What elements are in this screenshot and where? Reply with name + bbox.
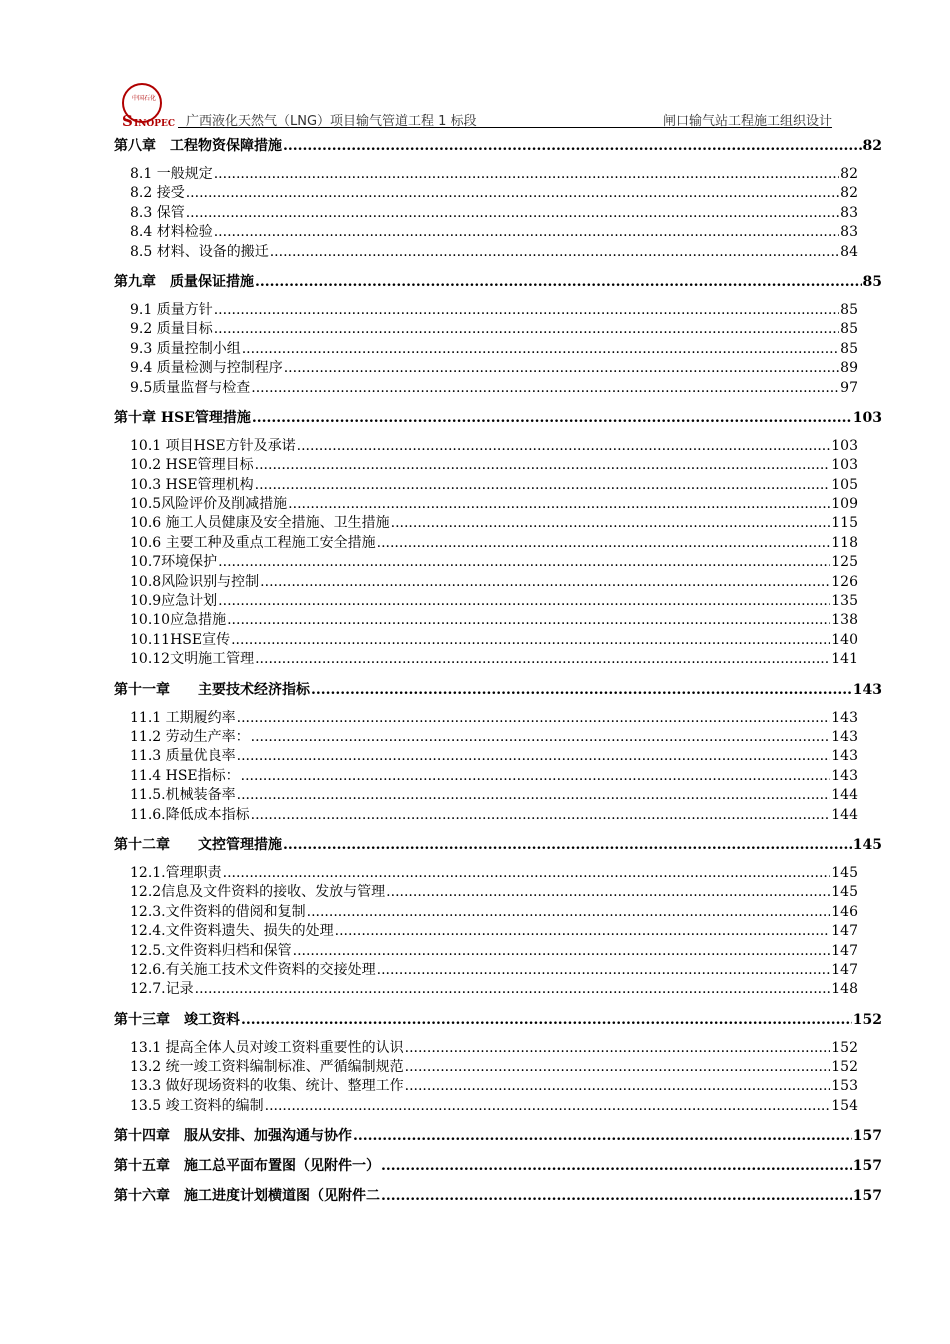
toc-page-number: 143 [831,748,858,765]
toc-chapter-title: 第十一章 主要技术经济指标 [114,681,310,698]
toc-page-number: 145 [852,836,882,853]
toc-leader-dots [255,272,862,292]
toc-page-number: 143 [852,681,882,698]
toc-page-number: 145 [831,884,858,901]
toc-section-title: 10.12文明施工管理 [130,651,255,668]
sinopec-logo [120,82,180,128]
toc-leader-dots [255,650,830,669]
toc-leader-dots [270,243,839,262]
toc-section-entry[interactable] [130,1039,858,1058]
toc-page-number: 97 [840,379,858,396]
toc-page-number: 85 [840,340,858,357]
toc-section-title: 9.1 质量方针 [130,301,213,318]
toc-page-number: 157 [852,1188,882,1205]
toc-leader-dots [288,495,830,514]
toc-leader-dots [195,980,831,999]
toc-page-number: 147 [831,923,858,940]
toc-section-entry[interactable] [130,301,858,320]
toc-leader-dots [405,1077,831,1096]
toc-leader-dots [214,165,839,184]
toc-leader-dots [223,864,831,883]
toc-section-title: 12.7.记录 [130,981,194,998]
toc-page-number: 143 [831,728,858,745]
toc-section-entry[interactable] [130,573,858,592]
header-rule [178,127,832,128]
toc-section-title: 12.4.文件资料遗失、损失的处理 [130,923,334,940]
toc-section-title: 10.6 主要工种及重点工程施工安全措施 [130,534,376,551]
toc-leader-dots [283,136,862,156]
toc-chapter-title: 第十四章 服从安排、加强沟通与协作 [114,1128,352,1145]
toc-leader-dots [307,903,831,922]
toc-page-number: 157 [852,1128,882,1145]
toc-chapter-entry[interactable] [114,272,882,292]
toc-section-title: 10.5风险评价及削减措施 [130,496,288,513]
toc-page-number: 109 [831,496,858,513]
toc-section-title: 8.4 材料检验 [130,224,213,241]
toc-leader-dots [391,514,831,533]
toc-section-entry[interactable] [130,942,858,961]
toc-leader-dots [386,883,830,902]
toc-page-number: 152 [831,1039,858,1056]
toc-leader-dots [214,223,839,242]
toc-section-title: 9.2 质量目标 [130,321,213,338]
toc-section-title: 10.8风险识别与控制 [130,573,260,590]
toc-page-number: 144 [831,787,858,804]
toc-leader-dots [377,534,831,553]
toc-section-entry[interactable] [130,631,858,650]
toc-page-number: 148 [831,981,858,998]
toc-section-entry[interactable] [130,340,858,359]
page-header [118,82,832,128]
toc-leader-dots [405,1058,831,1077]
toc-page-number: 105 [831,476,858,493]
toc-section-title: 12.6.有关施工技术文件资料的交接处理 [130,961,376,978]
toc-page-number: 147 [831,961,858,978]
toc-leader-dots [405,1039,831,1058]
toc-section-entry[interactable] [130,437,858,456]
toc-section-entry[interactable] [130,961,858,980]
toc-leader-dots [311,680,852,700]
toc-page-number: 144 [831,806,858,823]
toc-section-entry[interactable] [130,903,858,922]
toc-page-number: 143 [831,767,858,784]
toc-chapter-entry[interactable] [114,1126,882,1146]
toc-page-number: 152 [831,1059,858,1076]
toc-section-title: 9.4 质量检测与控制程序 [130,360,283,377]
toc-page-number: 140 [831,631,858,648]
toc-page-number: 85 [840,321,858,338]
toc-section-title: 9.5质量监督与检查 [130,379,251,396]
toc-chapter-entry[interactable] [114,408,882,428]
toc-page-number: 125 [831,554,858,571]
toc-leader-dots [241,1010,852,1030]
toc-leader-dots [214,320,839,339]
toc-page-number: 135 [831,593,858,610]
toc-section-title: 12.1.管理职责 [130,864,222,881]
toc-leader-dots [242,340,839,359]
svg-text:S: S [122,112,133,128]
header-document-title: 闸口输气站工程施工组织设计 [662,114,832,129]
toc-page-number: 89 [840,360,858,377]
toc-section-entry[interactable] [130,1077,858,1096]
toc-leader-dots [260,573,830,592]
toc-page-number: 157 [852,1158,882,1175]
toc-section-title: 10.10应急措施 [130,612,227,629]
toc-leader-dots [251,728,831,747]
toc-section-title: 13.5 竣工资料的编制 [130,1097,264,1114]
toc-section-title: 11.4 HSE指标： [130,767,240,784]
toc-section-title: 13.2 统一竣工资料编制标准、严循编制规范 [130,1059,404,1076]
table-of-contents [114,136,882,1215]
toc-page-number: 153 [831,1078,858,1095]
toc-chapter-entry[interactable] [114,1186,882,1206]
toc-page-number: 82 [840,185,858,202]
toc-section-title: 12.2信息及文件资料的接收、发放与管理 [130,884,386,901]
toc-section-entry[interactable] [130,592,858,611]
toc-leader-dots [265,1097,831,1116]
toc-section-title: 8.5 材料、设备的搬迁 [130,243,269,260]
toc-leader-dots [353,1126,852,1146]
toc-page-number: 126 [831,573,858,590]
toc-section-entry[interactable] [130,1058,858,1077]
toc-section-entry[interactable] [130,379,858,398]
toc-page-number: 82 [862,138,882,154]
toc-chapter-entry[interactable] [114,680,882,700]
toc-section-entry[interactable] [130,864,858,883]
toc-leader-dots [255,456,831,475]
toc-page-number: 138 [831,612,858,629]
toc-section-entry[interactable] [130,476,858,495]
svg-text:INOPEC: INOPEC [134,119,176,128]
toc-leader-dots [284,359,839,378]
toc-section-title: 8.1 一般规定 [130,166,213,182]
toc-section-title: 11.6.降低成本指标 [130,806,250,823]
toc-leader-dots [231,631,830,650]
toc-section-title: 11.5.机械装备率 [130,787,236,804]
toc-chapter-title: 第八章 工程物资保障措施 [114,138,282,154]
toc-page-number: 154 [831,1097,858,1114]
toc-page-number: 103 [831,457,858,474]
toc-page-number: 118 [831,534,858,551]
toc-section-title: 8.2 接受 [130,185,185,202]
toc-leader-dots [335,922,831,941]
toc-section-title: 10.6 施工人员健康及安全措施、卫生措施 [130,515,390,532]
toc-section-entry[interactable] [130,1097,858,1116]
toc-section-title: 11.1 工期履约率 [130,709,236,726]
toc-leader-dots [218,553,830,572]
toc-section-title: 13.1 提高全体人员对竣工资料重要性的认识 [130,1039,404,1056]
toc-leader-dots [251,379,839,398]
toc-leader-dots [377,961,831,980]
toc-chapter-title: 第十六章 施工进度计划横道图（见附件二 [114,1188,380,1205]
toc-section-title: 12.3.文件资料的借阅和复制 [130,903,306,920]
toc-chapter-title: 第十章 HSE管理措施 [114,409,251,426]
toc-section-entry[interactable] [130,883,858,902]
toc-leader-dots [255,476,831,495]
toc-leader-dots [218,592,830,611]
toc-section-title: 10.7环境保护 [130,554,218,571]
toc-leader-dots [241,767,831,786]
toc-chapter-title: 第十三章 竣工资料 [114,1011,240,1028]
toc-section-title: 10.3 HSE管理机构 [130,476,254,493]
toc-section-title: 10.2 HSE管理目标 [130,457,254,474]
toc-page-number: 83 [840,224,858,241]
toc-page-number: 85 [840,301,858,318]
toc-section-entry[interactable] [130,806,858,825]
toc-section-title: 11.3 质量优良率 [130,748,236,765]
toc-leader-dots [293,942,831,961]
toc-section-title: 10.9应急计划 [130,593,218,610]
toc-section-title: 13.3 做好现场资料的收集、统计、整理工作 [130,1078,404,1095]
toc-leader-dots [381,1156,852,1176]
toc-page-number: 84 [840,243,858,260]
toc-section-entry[interactable] [130,243,858,262]
toc-chapter-title: 第十二章 文控管理措施 [114,836,282,853]
toc-page-number: 103 [852,409,882,426]
toc-chapter-entry[interactable] [114,136,882,156]
toc-chapter-entry[interactable] [114,1010,882,1030]
toc-section-entry[interactable] [130,767,858,786]
toc-page-number: 82 [840,166,858,182]
toc-page-number: 146 [831,903,858,920]
toc-page-number: 103 [831,437,858,454]
toc-section-entry[interactable] [130,553,858,572]
toc-section-entry[interactable] [130,534,858,553]
toc-section-entry[interactable] [130,747,858,766]
toc-section-entry[interactable] [130,165,858,184]
toc-section-entry[interactable] [130,980,858,999]
toc-section-title: 8.3 保管 [130,204,185,221]
toc-section-title: 11.2 劳动生产率： [130,728,250,745]
toc-leader-dots [186,204,839,223]
toc-section-entry[interactable] [130,709,858,728]
toc-section-entry[interactable] [130,650,858,669]
toc-section-title: 10.11HSE宣传 [130,631,231,648]
toc-section-entry[interactable] [130,320,858,339]
toc-section-title: 12.5.文件资料归档和保管 [130,942,292,959]
toc-section-entry[interactable] [130,359,858,378]
toc-section-entry[interactable] [130,495,858,514]
toc-section-title: 10.1 项目HSE方针及承诺 [130,437,296,454]
toc-leader-dots [283,835,852,855]
toc-page-number: 115 [831,515,858,532]
toc-section-entry[interactable] [130,611,858,630]
toc-section-entry[interactable] [130,728,858,747]
toc-leader-dots [251,806,831,825]
toc-chapter-title: 第九章 质量保证措施 [114,273,254,290]
toc-section-entry[interactable] [130,922,858,941]
toc-section-entry[interactable] [130,223,858,242]
toc-section-entry[interactable] [130,204,858,223]
toc-page-number: 85 [862,273,882,290]
toc-leader-dots [237,709,831,728]
toc-page-number: 83 [840,204,858,221]
toc-section-entry[interactable] [130,514,858,533]
toc-page-number: 147 [831,942,858,959]
toc-leader-dots [297,437,831,456]
toc-leader-dots [237,786,831,805]
toc-section-entry[interactable] [130,184,858,203]
toc-leader-dots [227,611,830,630]
toc-page-number: 143 [831,709,858,726]
header-project-title: 广西液化天然气（LNG）项目输气管道工程 1 标段 [186,114,477,129]
toc-page-number: 141 [831,651,858,668]
toc-chapter-entry[interactable] [114,835,882,855]
toc-chapter-entry[interactable] [114,1156,882,1176]
toc-section-entry[interactable] [130,786,858,805]
toc-leader-dots [214,301,839,320]
toc-leader-dots [186,184,839,203]
toc-leader-dots [237,747,831,766]
toc-section-title: 9.3 质量控制小组 [130,340,241,357]
svg-text:中国石化: 中国石化 [132,95,157,102]
toc-leader-dots [252,408,852,428]
toc-section-entry[interactable] [130,456,858,475]
toc-chapter-title: 第十五章 施工总平面布置图（见附件一） [114,1158,380,1175]
toc-page-number: 145 [831,864,858,881]
toc-page-number: 152 [852,1011,882,1028]
toc-leader-dots [381,1186,852,1206]
